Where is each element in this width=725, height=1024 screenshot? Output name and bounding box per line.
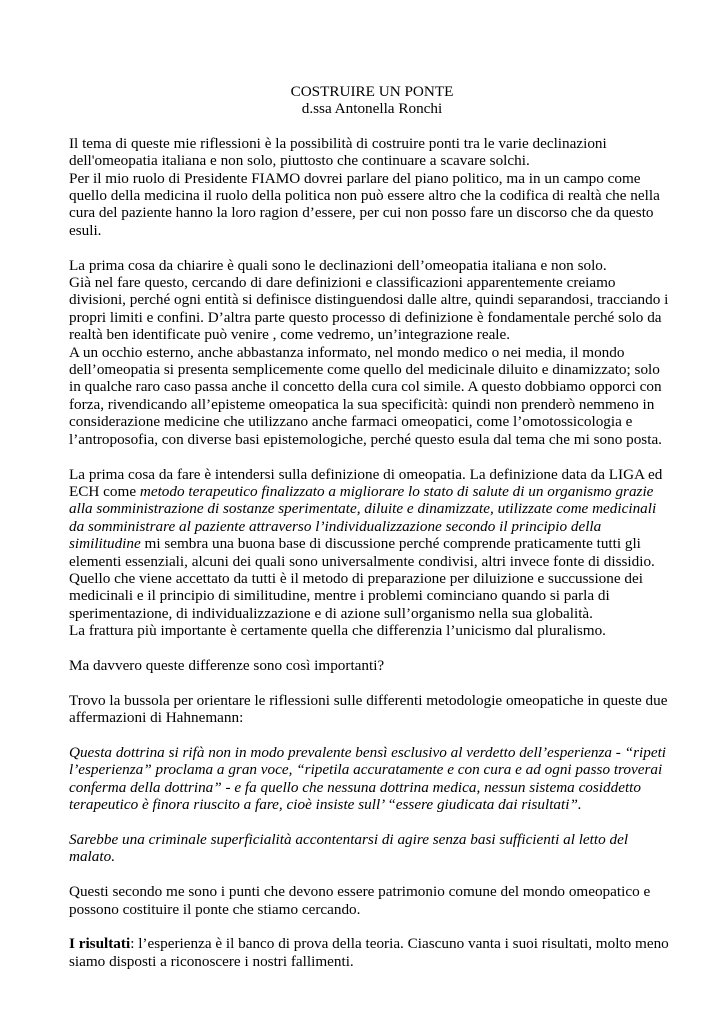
definition-lead: La prima cosa da fare è intendersi sulla definizione di omeopatia. La definizione data da LIGA ed ECH come — [69, 465, 663, 500]
paragraph-5: Trovo la bussola per orientare le riflessioni sulle differenti metodologie omeopatiche in queste due affermazioni di Hahnemann: — [69, 691, 668, 727]
definition-tail: mi sembra una buona base di discussione perché comprende praticamente tutti gli elementi essenziali, alcuni dei quali sono universalmente condivisi, altri invece fonte di dissidio. — [69, 535, 655, 570]
paragraph-3b: Quello che viene accettato da tutti è il metodo di preparazione per diluizione e succussione dei medicinali e il principio di similitudine, mentre i problemi cominciano quando si parla di sperimentazione, di individualizzazione e di azione sull’organismo nella sua globalità. — [69, 569, 643, 622]
hahnemann-quote-2: Sarebbe una criminale superficialità accontentarsi di agire senza basi sufficienti al letto del malato. — [69, 830, 629, 866]
paragraph-2b: Già nel fare questo, cercando di dare definizioni e classificazioni apparentemente creiamo divisioni, perché ogni entità si definisce distinguendosi dalle altre, quindi separandosi, tracciando i propri limiti e confini. D’altra parte questo processo di definizione è fondamentale perché solo da realtà ben identificate può venire , come vedremo, un’integrazione reale. — [69, 274, 669, 344]
results-text: : l’esperienza è il banco di prova della teoria. Ciascuno vanta i suoi risultati, molto meno siamo disposti a riconoscere i nostri fallimenti. — [69, 935, 669, 970]
definition-italic: metodo terapeutico finalizzato a migliorare lo stato di salute di un organismo grazie alla somministrazione di sostanze sperimentate, diluite e dinamizzate, utilizzate come medicinali da somministrare al paziente attraverso l’individualizzazione secondo il principio della similitudine — [69, 482, 657, 553]
paragraph-1a: Il tema di queste mie riflessioni è la possibilità di costruire ponti tra le varie declinazioni dell'omeopatia italiana e non solo, piuttosto che continuare a scavare solchi. — [69, 134, 607, 170]
paragraph-2c: A un occhio esterno, anche abbastanza informato, nel mondo medico o nei media, il mondo dell’omeopatia si presenta semplicemente come quello del medicinale diluito e dinamizzato; solo in qualche raro caso passa anche il concetto della cura col simile. A questo dobbiamo opporci con forza, rivendicando all’episteme omeopatica la sua specificità: quindi non prenderò nemmeno in considerazione medicine che utilizzano anche farmaci omeopatici, come l’omotossicologia e l’antroposofia, con diverse basi epistemologiche, perché questo esula dal tema che mi sono posta. — [69, 343, 662, 448]
paragraph-7 — [69, 935, 675, 970]
document-title: COSTRUIRE UN PONTE — [290, 83, 454, 100]
title-block — [69, 83, 675, 118]
paragraph-3c: La frattura più importante è certamente quella che differenzia l’unicismo dal pluralismo. — [69, 622, 606, 640]
paragraph-1b: Per il mio ruolo di Presidente FIAMO dovrei parlare del piano politico, ma in un campo come quello della medicina il ruolo della politica non può essere altro che la codifica di realtà che nella cura del paziente hanno la loro ragion d’essere, per cui non posso fare un discorso che da questo esuli. — [69, 169, 660, 239]
paragraph-6: Questi secondo me sono i punti che devono essere patrimonio comune del mondo omeopatico e possono costituire il ponte che stiamo cercando. — [69, 883, 651, 918]
paragraph-3a — [69, 466, 675, 570]
hahnemann-quote-1: Questa dottrina si rifà non in modo prevalente bensì esclusivo al verdetto dell’esperienza - “ripeti l’esperienza” proclama a gran voce, “ripetila accuratamente e con cura e ad ogni passo troverai conferma della dottrina” - e fa quello che nessuna dottrina medica, nessun sistema cosiddetto terapeutico è finora riuscito a fare, cioè insiste sull’ “essere giudicata dai risultati”. — [69, 743, 667, 814]
paragraph-2a: La prima cosa da chiarire è quali sono le declinazioni dell’omeopatia italiana e non solo. — [69, 256, 607, 274]
results-heading: I risultati — [69, 935, 131, 953]
document-author: d.ssa Antonella Ronchi — [301, 100, 443, 118]
paragraph-4: Ma davvero queste differenze sono così importanti? — [69, 656, 385, 674]
